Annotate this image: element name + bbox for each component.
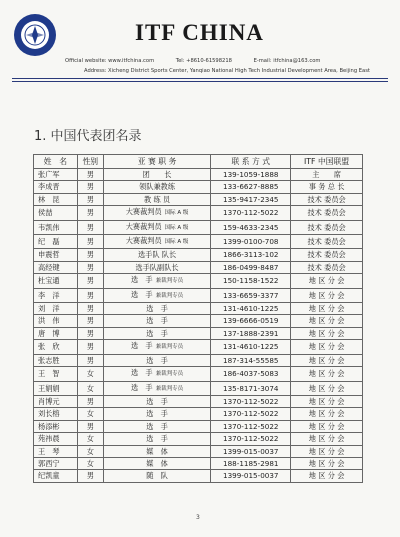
table-row	[34, 408, 363, 420]
table-row	[34, 395, 363, 407]
cell-phone: 139-6666-0519	[211, 315, 291, 327]
cell-org: 技术 委员会	[291, 261, 363, 273]
cell-gender: 女	[77, 457, 103, 469]
itf-logo-icon	[13, 13, 57, 57]
cell-phone: 187-314-55585	[211, 354, 291, 366]
role-text: 选手队副队长	[135, 262, 179, 272]
cell-org: 地 区 分 会	[291, 327, 363, 339]
cell-role	[103, 395, 211, 407]
cell-role	[103, 327, 211, 339]
cell-org: 地 区 分 会	[291, 367, 363, 381]
cell-gender: 女	[77, 367, 103, 381]
cell-gender: 男	[77, 340, 103, 354]
role-text: 大赛裁判员	[125, 221, 162, 231]
table-body	[34, 169, 363, 483]
table-row	[34, 354, 363, 366]
cell-role	[103, 193, 211, 205]
contact-line	[65, 58, 340, 64]
role-text: 随 队	[146, 471, 168, 481]
table-row	[34, 206, 363, 220]
cell-phone: 131-4610-1225	[211, 303, 291, 315]
cell-role	[103, 420, 211, 432]
cell-name: 王 琴	[34, 445, 78, 457]
cell-gender: 男	[77, 169, 103, 181]
cell-name: 林 昆	[34, 193, 78, 205]
cell-gender: 女	[77, 381, 103, 395]
cell-role	[103, 470, 211, 482]
cell-phone: 133-6659-3377	[211, 288, 291, 302]
cell-gender: 男	[77, 235, 103, 249]
cell-name: 张志胜	[34, 354, 78, 366]
table-row	[34, 445, 363, 457]
cell-name: 张 欣	[34, 340, 78, 354]
cell-gender: 男	[77, 395, 103, 407]
cell-name: 唐 博	[34, 327, 78, 339]
cell-gender: 男	[77, 288, 103, 302]
cell-gender: 男	[77, 274, 103, 288]
header-rule-thin	[12, 81, 388, 82]
cell-phone: 137-1888-2391	[211, 327, 291, 339]
role-text: 选 手	[131, 341, 153, 351]
cell-name: 侯喆	[34, 206, 78, 220]
cell-org: 技术 委员会	[291, 206, 363, 220]
cell-name: 申震哲	[34, 249, 78, 261]
header-gender: 性别	[77, 155, 103, 169]
cell-org: 主 席	[291, 169, 363, 181]
table-row	[34, 274, 363, 288]
cell-name: 肖博元	[34, 395, 78, 407]
cell-org: 地 区 分 会	[291, 470, 363, 482]
cell-phone: 1399-015-0037	[211, 470, 291, 482]
cell-role	[103, 340, 211, 354]
cell-name: 刘 洋	[34, 303, 78, 315]
cell-phone: 139-1059-1888	[211, 169, 291, 181]
cell-phone: 1399-015-0037	[211, 445, 291, 457]
cell-name: 张广军	[34, 169, 78, 181]
cell-org: 技术 委员会	[291, 193, 363, 205]
cell-name: 高经键	[34, 261, 78, 273]
role-text: 选 手	[146, 316, 168, 326]
cell-org: 地 区 分 会	[291, 395, 363, 407]
cell-role	[103, 315, 211, 327]
cell-phone: 135-8171-3074	[211, 381, 291, 395]
table-row	[34, 433, 363, 445]
cell-name: 洪 伟	[34, 315, 78, 327]
role-note: 国际 A 级	[164, 210, 189, 217]
role-text: 选 手	[131, 275, 153, 285]
cell-role	[103, 249, 211, 261]
role-note: 兼裁判专员	[155, 371, 184, 378]
table-row	[34, 367, 363, 381]
page-number: 3	[196, 514, 200, 521]
role-note: 国际 A 级	[164, 239, 189, 246]
cell-phone: 159-4633-2345	[211, 220, 291, 234]
cell-org: 地 区 分 会	[291, 433, 363, 445]
cell-gender: 男	[77, 420, 103, 432]
role-text: 选 手	[146, 328, 168, 338]
table-row	[34, 315, 363, 327]
role-text: 团 长	[142, 170, 172, 179]
cell-gender: 女	[77, 433, 103, 445]
cell-role	[103, 354, 211, 366]
cell-gender: 男	[77, 303, 103, 315]
cell-org: 地 区 分 会	[291, 457, 363, 469]
cell-name: 李成晋	[34, 181, 78, 193]
cell-phone: 186-4037-5083	[211, 367, 291, 381]
cell-org: 技术 委员会	[291, 220, 363, 234]
cell-org: 技术 委员会	[291, 249, 363, 261]
cell-role	[103, 288, 211, 302]
cell-role	[103, 457, 211, 469]
role-note: 兼裁判专员	[155, 292, 184, 299]
table-row	[34, 340, 363, 354]
cell-name: 王娟娟	[34, 381, 78, 395]
cell-role	[103, 235, 211, 249]
tel-text: Tel: +8610-61598218	[175, 58, 232, 64]
cell-gender: 男	[77, 220, 103, 234]
role-text: 选 手	[146, 409, 168, 419]
cell-name: 王 智	[34, 367, 78, 381]
cell-phone: 188-1185-2981	[211, 457, 291, 469]
cell-role	[103, 408, 211, 420]
cell-phone: 1370-112-5022	[211, 420, 291, 432]
cell-role	[103, 206, 211, 220]
cell-phone: 131-4610-1225	[211, 340, 291, 354]
cell-gender: 男	[77, 206, 103, 220]
role-note: 国际 A 级	[164, 224, 189, 231]
table-row	[34, 470, 363, 482]
cell-name: 刘长榕	[34, 408, 78, 420]
cell-org: 地 区 分 会	[291, 420, 363, 432]
role-text: 选 手	[131, 289, 153, 299]
cell-phone: 1370-112-5022	[211, 206, 291, 220]
cell-phone: 1866-3113-102	[211, 249, 291, 261]
role-text: 领队兼教练	[139, 182, 176, 192]
brand-title: ITF CHINA	[135, 20, 264, 45]
role-text: 选 手	[131, 382, 153, 392]
header-rule	[12, 78, 388, 79]
role-text: 大赛裁判员	[125, 236, 162, 246]
table-header-row	[34, 155, 363, 169]
header-role: 亚 赛 职 务	[103, 155, 211, 169]
cell-phone: 1370-112-5022	[211, 408, 291, 420]
cell-org: 地 区 分 会	[291, 381, 363, 395]
cell-org: 地 区 分 会	[291, 303, 363, 315]
table-row	[34, 381, 363, 395]
address-text: Address: Xicheng District Sports Center, Yanqiao National High Tech Industrial Development Area, Beijing East	[84, 68, 370, 74]
header-phone: 联 系 方 式	[211, 155, 291, 169]
cell-org: 地 区 分 会	[291, 354, 363, 366]
cell-role	[103, 274, 211, 288]
cell-role	[103, 367, 211, 381]
cell-name: 韦凯伟	[34, 220, 78, 234]
cell-name: 苑祎晨	[34, 433, 78, 445]
cell-gender: 女	[77, 408, 103, 420]
cell-gender: 男	[77, 249, 103, 261]
role-text: 教 练 员	[143, 194, 171, 204]
cell-role	[103, 220, 211, 234]
cell-role	[103, 261, 211, 273]
cell-phone: 135-9417-2345	[211, 193, 291, 205]
cell-org: 事 务 总 长	[291, 181, 363, 193]
cell-gender: 男	[77, 354, 103, 366]
cell-phone: 1370-112-5022	[211, 433, 291, 445]
table-row	[34, 249, 363, 261]
cell-gender: 男	[77, 193, 103, 205]
cell-org: 地 区 分 会	[291, 445, 363, 457]
role-text: 媒 体	[146, 446, 168, 456]
cell-gender: 男	[77, 327, 103, 339]
website-text: Official website: www.itfchina.com	[65, 58, 155, 64]
cell-phone: 133-6627-8885	[211, 181, 291, 193]
table-row	[34, 193, 363, 205]
role-text: 选 手	[146, 434, 168, 444]
header-name: 姓 名	[34, 155, 78, 169]
cell-org: 地 区 分 会	[291, 408, 363, 420]
table-row	[34, 181, 363, 193]
role-text: 选 手	[146, 396, 168, 406]
cell-gender: 女	[77, 445, 103, 457]
cell-phone: 1370-112-5022	[211, 395, 291, 407]
cell-gender: 男	[77, 181, 103, 193]
section-title: 1. 中国代表团名录	[34, 129, 142, 144]
header-org: ITF 中国联盟	[291, 155, 363, 169]
table-row	[34, 457, 363, 469]
table-row	[34, 220, 363, 234]
role-text: 大赛裁判员	[125, 207, 162, 217]
table-row	[34, 288, 363, 302]
cell-gender: 男	[77, 315, 103, 327]
cell-role	[103, 433, 211, 445]
role-note: 兼裁判专员	[155, 385, 184, 392]
cell-role	[103, 169, 211, 181]
table-row	[34, 261, 363, 273]
role-text: 选手队 队长	[137, 250, 177, 260]
role-text: 选 手	[131, 368, 153, 378]
cell-role	[103, 181, 211, 193]
table-row	[34, 303, 363, 315]
cell-name: 杜宝通	[34, 274, 78, 288]
cell-role	[103, 303, 211, 315]
role-text: 选 手	[146, 355, 168, 365]
cell-name: 纪凯童	[34, 470, 78, 482]
table-row	[34, 420, 363, 432]
cell-role	[103, 445, 211, 457]
table-row	[34, 235, 363, 249]
table-row	[34, 327, 363, 339]
delegation-table	[33, 154, 363, 483]
email-text: E-mail: itfchina@163.com	[253, 58, 321, 64]
cell-phone: 1399-0100-708	[211, 235, 291, 249]
cell-name: 杨添彬	[34, 420, 78, 432]
table-row	[34, 169, 363, 181]
role-text: 媒 体	[146, 458, 168, 468]
cell-phone: 186-0499-8487	[211, 261, 291, 273]
role-text: 选 手	[146, 304, 168, 314]
cell-gender: 男	[77, 261, 103, 273]
cell-org: 地 区 分 会	[291, 274, 363, 288]
role-note: 兼裁判专员	[155, 344, 184, 351]
cell-phone: 150-1158-1522	[211, 274, 291, 288]
cell-org: 地 区 分 会	[291, 288, 363, 302]
cell-name: 李 洋	[34, 288, 78, 302]
cell-name: 纪 磊	[34, 235, 78, 249]
role-note: 兼裁判专员	[155, 278, 184, 285]
cell-name: 郭西宁	[34, 457, 78, 469]
cell-org: 地 区 分 会	[291, 340, 363, 354]
cell-role	[103, 381, 211, 395]
cell-org: 技术 委员会	[291, 235, 363, 249]
cell-gender: 男	[77, 470, 103, 482]
cell-org: 地 区 分 会	[291, 315, 363, 327]
role-text: 选 手	[146, 421, 168, 431]
